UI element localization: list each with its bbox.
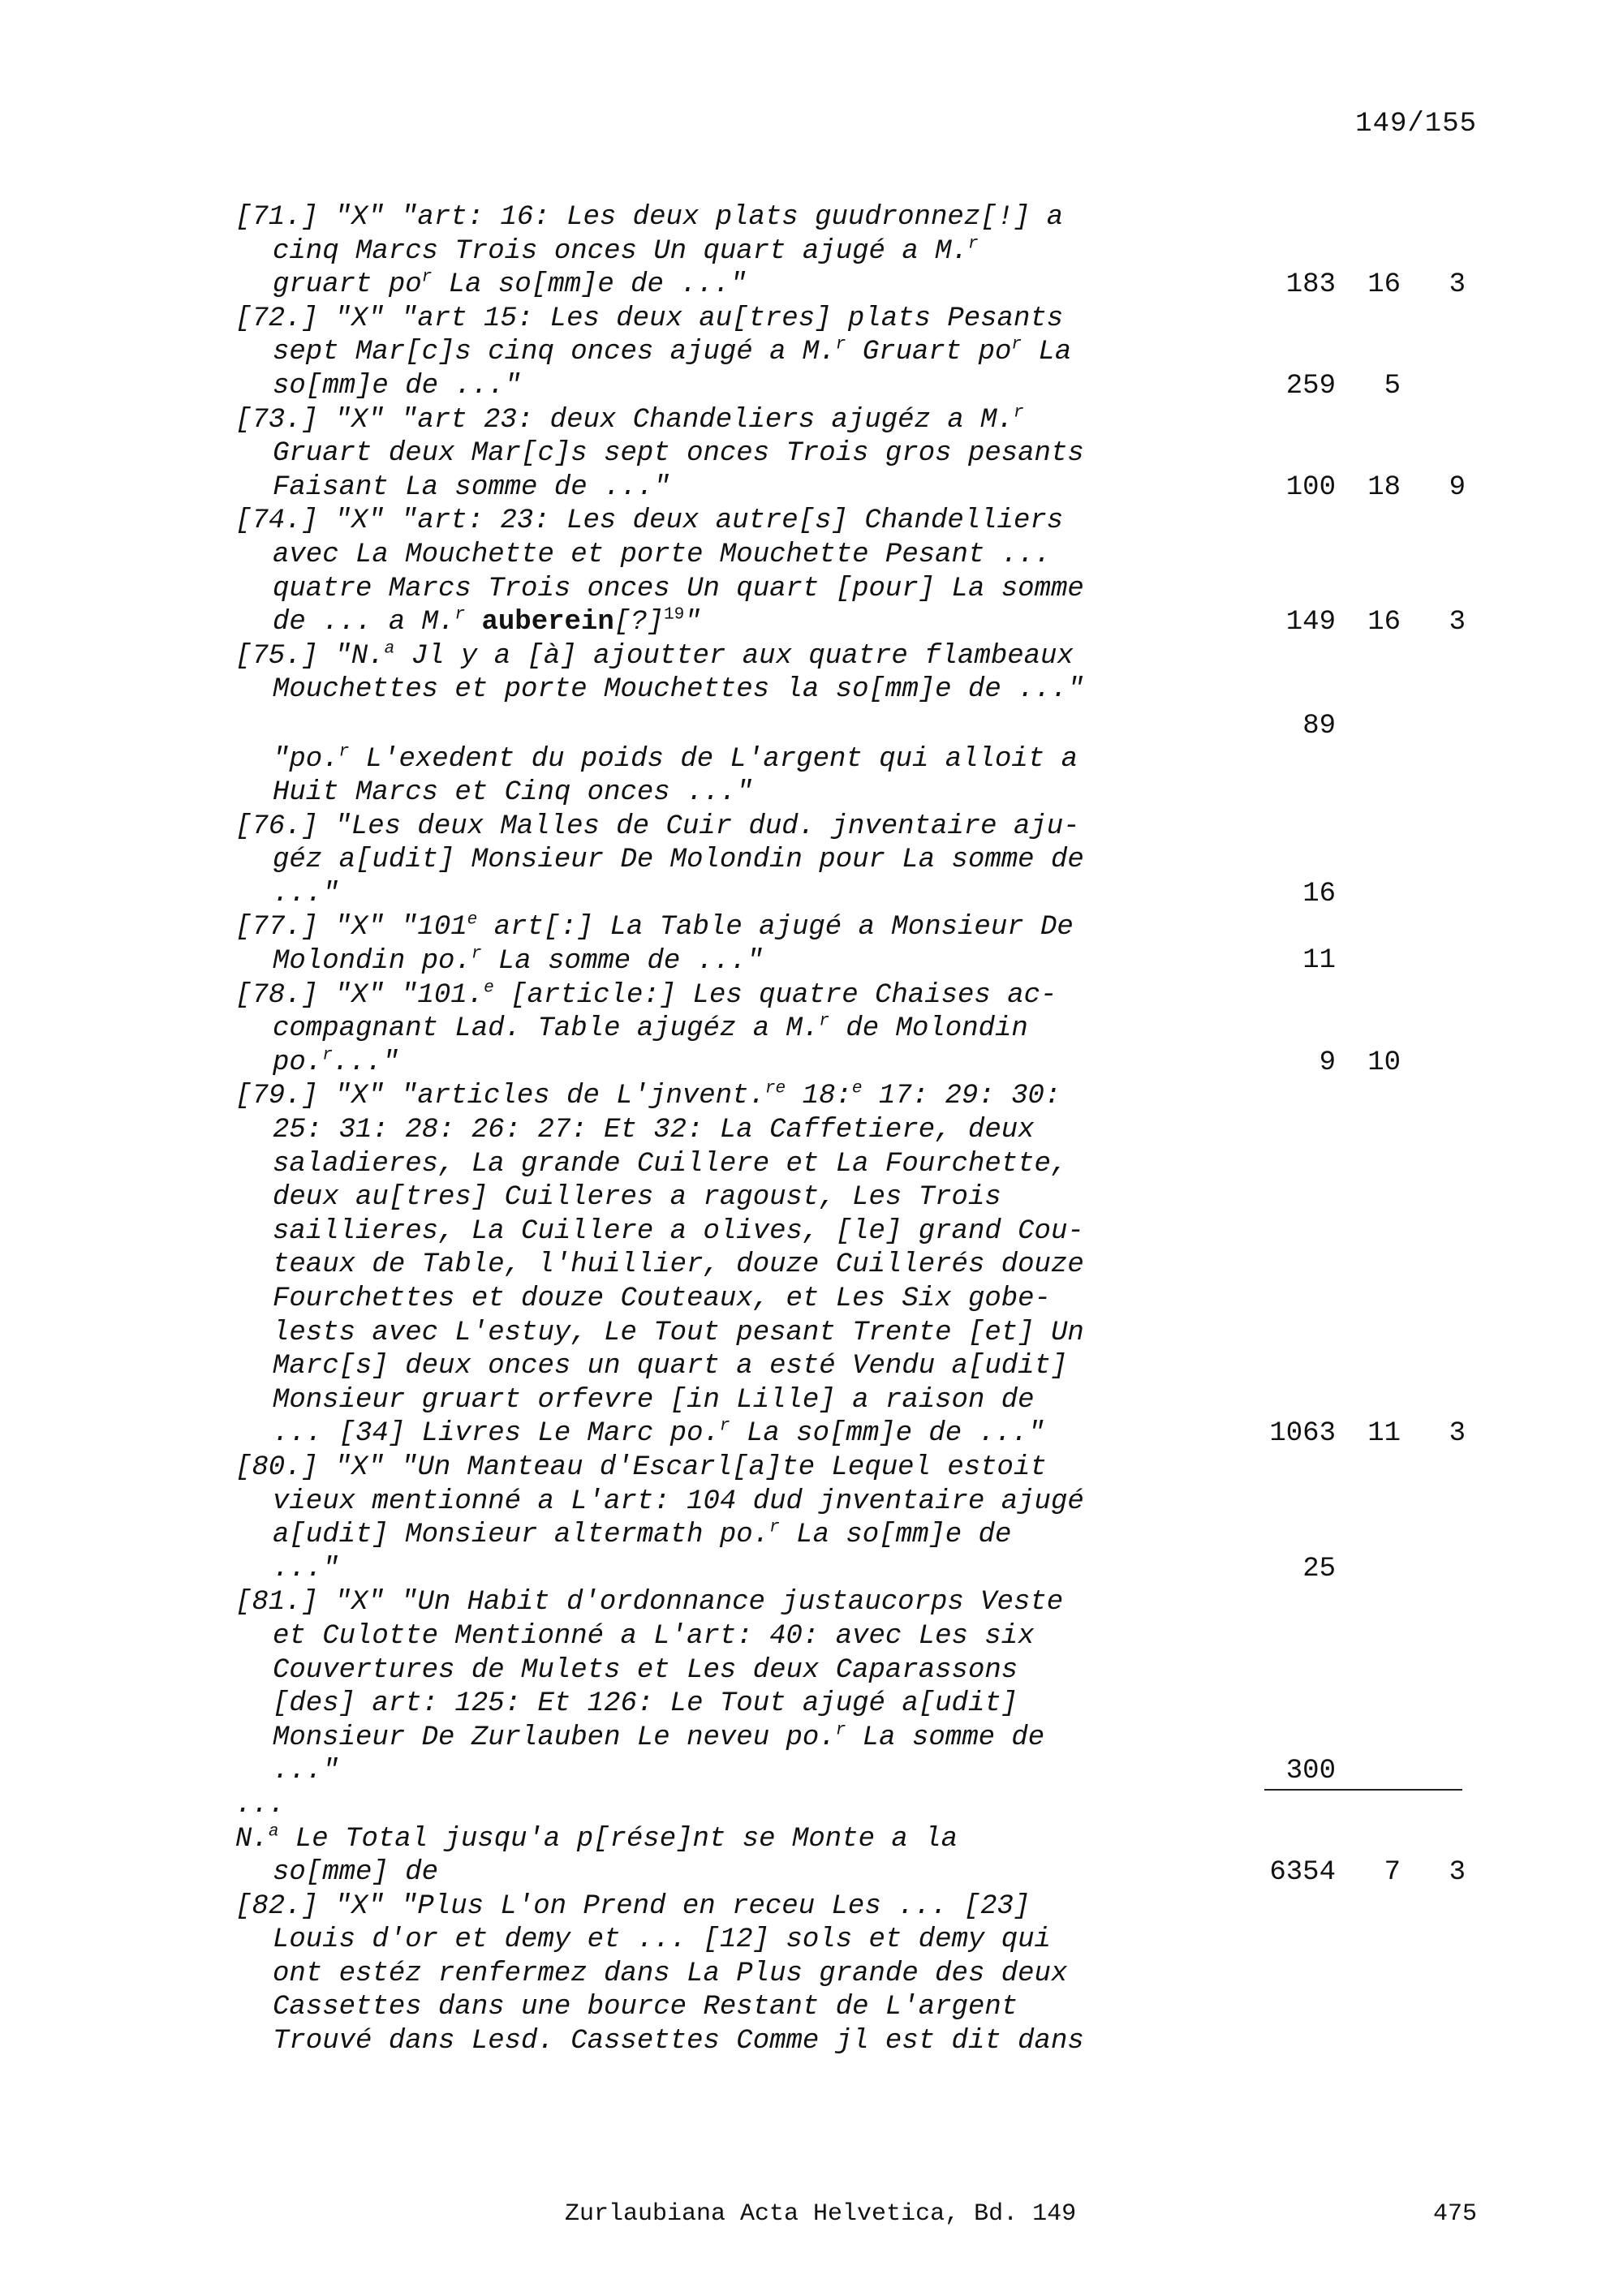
entry-72 <box>235 303 1469 404</box>
entry-line: [78.] "X" "101.$^e$ [article:] Les quatre Chaises ac- <box>235 978 1057 1011</box>
entry-line: Monsieur gruart orfevre [in Lille] a raison de <box>273 1384 1035 1416</box>
entry-line: géz a[udit] Monsieur De Molondin pour La somme de <box>273 845 1084 876</box>
entry-line: avec La Mouchette et porte Mouchette Pesant ... <box>273 539 1051 570</box>
entry-line: a[udit] Monsieur altermath po.$^r$ La so[mm]e de <box>273 1517 1012 1551</box>
amount-cell: 11 <box>1302 945 1336 977</box>
entry-line: [73.] "X" "art 23: deux Chandeliers ajugéz a M.$^r$ <box>235 402 1024 436</box>
entry-line: "po.$^r$ L'exedent du poids de L'argent qui alloit a <box>273 742 1078 775</box>
entry-line: vieux mentionné a L'art: 104 dud jnventaire ajugé <box>273 1486 1084 1517</box>
entry-76 <box>235 810 1469 912</box>
entry-line: po.$^r$..." <box>273 1045 399 1078</box>
entry-line: compagnant Lad. Table ajugéz a M.$^r$ de Molondin <box>273 1011 1028 1045</box>
entry-line: deux au[tres] Cuilleres a ragoust, Les Trois <box>273 1182 1001 1214</box>
entry-79 <box>235 1080 1469 1451</box>
amount-cell: 149 16 3 <box>1285 607 1466 638</box>
entry-line: ..." <box>273 1553 339 1584</box>
entry-line: de ... a M.$^r$ auberein[?]$^{19}$" <box>273 604 701 638</box>
entry-line: gruart $po^r$ La so[mm]e de ..." <box>273 267 747 301</box>
entry-line: so[mme] de <box>273 1857 439 1889</box>
entry-line: [79.] "X" "articles de L'jnvent.$^{re}$ 18:$^e$ 17: 29: 30: <box>235 1079 1061 1112</box>
entry-line: Gruart deux Mar[c]s sept onces Trois gros pesants <box>273 438 1084 470</box>
footer-page-number: 475 <box>1432 2200 1477 2228</box>
entry-line: Cassettes dans une bource Restant de L'argent <box>273 1992 1018 2023</box>
amount-cell: 183 16 3 <box>1285 269 1466 300</box>
entry-line: Fourchettes et douze Couteaux, et Les Six gobe- <box>273 1283 1051 1314</box>
entry-line: cinq Marcs Trois onces Un quart ajugé a M.$^r$ <box>273 234 979 267</box>
entry-line: [des] art: 125: Et 126: Le Tout ajugé a[udit] <box>273 1688 1018 1720</box>
amount-cell: 259 5 <box>1285 370 1401 402</box>
entry-line: Couvertures de Mulets et Les deux Caparassons <box>273 1654 1018 1686</box>
entry-73 <box>235 404 1469 505</box>
entry-line: ont estéz renfermez dans La Plus grande des deux <box>273 1958 1068 1989</box>
entry-line: [75.] "N.$^a$ Jl y a [à] ajoutter aux quatre flambeaux <box>235 638 1074 672</box>
entry-line: so[mm]e de ..." <box>273 370 522 402</box>
entry-82 <box>235 1890 1469 2059</box>
entry-line: Molondin po.$^r$ La somme de ..." <box>273 944 764 978</box>
entry-line: [72.] "X" "art 15: Les deux au[tres] plats Pesants <box>235 303 1064 334</box>
entry-line: Faisant La somme de ..." <box>273 471 670 503</box>
entry-71 <box>235 201 1469 303</box>
entry-line: 25: 31: 28: 26: 27: Et 32: La Caffetiere, deux <box>273 1115 1035 1146</box>
entry-line: saladieres, La grande Cuillere et La Fourchette, <box>273 1148 1068 1180</box>
amount-cell: 89 <box>1302 710 1336 742</box>
entry-line: teaux de Table, l'huillier, douze Cuillerés douze <box>273 1249 1084 1281</box>
entry-line: [77.] "X" "101e art[:] La Table ajugé a Monsieur De <box>235 910 1074 944</box>
amount-cell: 300 <box>1285 1756 1336 1787</box>
entry-line: sept Mar[c]s cinq onces ajugé a M.$^r$ Gruart $po^r$ La <box>273 335 1072 368</box>
entry-line: lests avec L'estuy, Le Tout pesant Trente [et] Un <box>273 1317 1084 1348</box>
amount-cell: 100 18 9 <box>1285 471 1466 503</box>
entry-line: ... <box>235 1789 286 1821</box>
total-row <box>235 1823 1469 1890</box>
footnote-ref: 19 <box>663 604 685 625</box>
entry-line: [74.] "X" "art: 23: Les deux autre[s] Chandelliers <box>235 505 1064 537</box>
entry-line: N.$^a$ Le Total jusqu'a p[rése]nt se Monte a la <box>235 1821 958 1855</box>
page-counter: 149/155 <box>1355 109 1477 140</box>
blank-line <box>235 707 1185 742</box>
entry-line: [81.] "X" "Un Habit d'ordonnance justaucorps Veste <box>235 1587 1064 1619</box>
entry-line: Huit Marcs et Cinq onces ..." <box>273 777 753 809</box>
entry-81 <box>235 1586 1469 1789</box>
entry-line: ... [34] Livres Le Marc po.$^r$ La so[mm]e de ..." <box>273 1417 1045 1450</box>
entry-line: et Culotte Mentionné a L'art: 40: avec Les six <box>273 1620 1035 1652</box>
footer-source: Zurlaubiana Acta Helvetica, Bd. 149 <box>565 2200 1077 2228</box>
entry-77 <box>235 911 1469 978</box>
entry-line: Mouchettes et porte Mouchettes la so[mm]e de ..." <box>273 674 1084 706</box>
entry-line: ..." <box>273 878 339 909</box>
entry-line: Monsieur De Zurlauben Le neveu po.$^r$ La somme de <box>273 1720 1045 1753</box>
entry-line: saillieres, La Cuillere a olives, [le] grand Cou- <box>273 1215 1084 1247</box>
entry-line: Marc[s] deux onces un quart a esté Vendu a[udit] <box>273 1351 1068 1382</box>
entry-line: [82.] "X" "Plus L'on Prend en receu Les ... [23] <box>235 1890 1031 1922</box>
entry-line: Trouvé dans Lesd. Cassettes Comme jl est dit dans <box>273 2026 1084 2057</box>
entry-line: [71.] "X" "art: 16: Les deux plats guudronnez[!] a <box>235 202 1064 233</box>
entry-line: ..." <box>273 1756 339 1787</box>
entry-80 <box>235 1451 1469 1586</box>
entry-line: quatre Marcs Trois onces Un quart [pour] La somme <box>273 573 1084 604</box>
entry-75 <box>235 640 1469 810</box>
document-body <box>235 201 1485 2059</box>
entry-line: [76.] "Les deux Malles de Cuir dud. jnventaire aju- <box>235 810 1080 842</box>
bold-name: auberein <box>481 607 614 638</box>
entry-line: Louis d'or et demy et ... [12] sols et demy qui <box>273 1924 1051 1956</box>
amount-cell: 25 <box>1302 1553 1336 1584</box>
amount-cell: 9 10 <box>1319 1047 1401 1078</box>
entry-78 <box>235 979 1469 1081</box>
amount-cell: 1063 11 3 <box>1269 1418 1466 1450</box>
entry-line: [80.] "X" "Un Manteau d'Escarl[a]te Lequel estoit <box>235 1451 1047 1483</box>
ellipsis-row <box>235 1789 1469 1823</box>
entry-74 <box>235 505 1469 639</box>
amount-cell: 6354 7 3 <box>1269 1856 1466 1888</box>
amount-cell: 16 <box>1302 878 1336 909</box>
